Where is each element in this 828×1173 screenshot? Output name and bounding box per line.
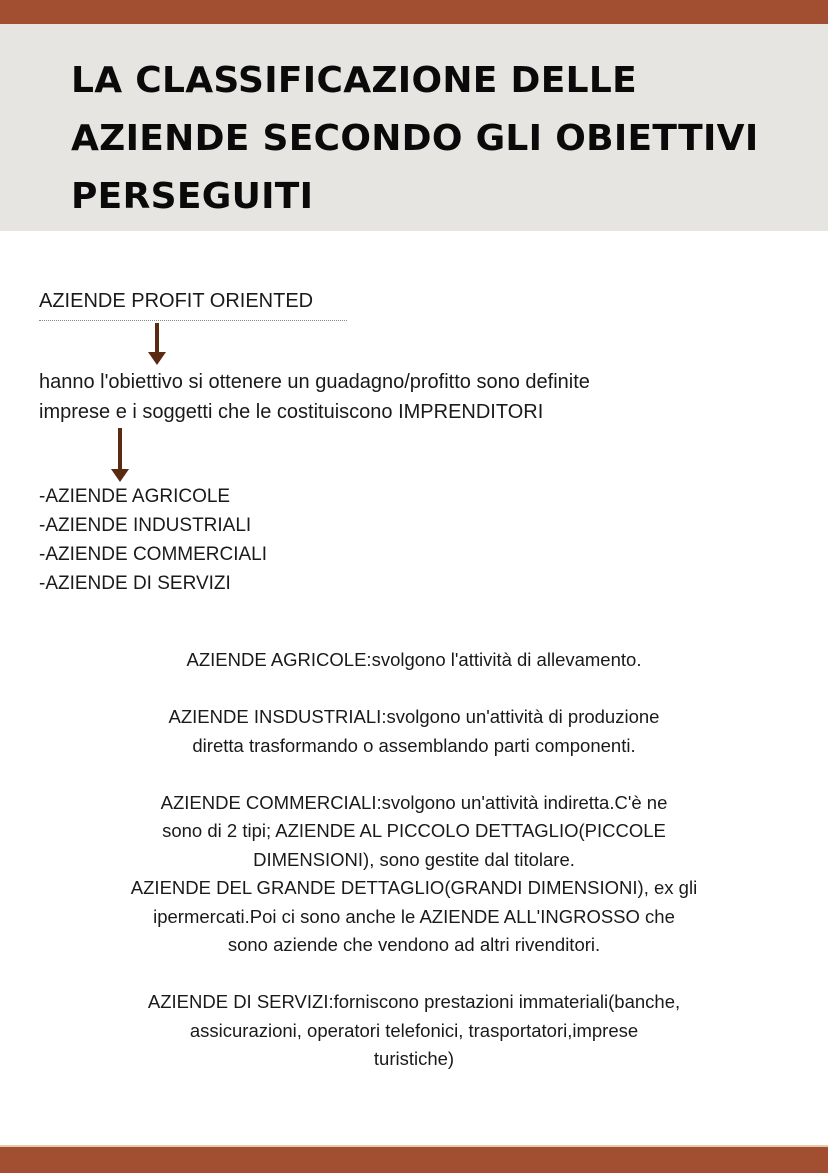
types-list <box>39 482 267 598</box>
detail-line: AZIENDE INSDUSTRIALI:svolgono un'attività di produzione <box>168 706 660 727</box>
detail-line: sono aziende che vendono ad altri rivenditori. <box>227 934 601 955</box>
description-line: hanno l'obiettivo si ottenere un guadagno/profitto sono definite <box>39 371 590 393</box>
top-decorative-band <box>0 0 828 24</box>
detail-line: assicurazioni, operatori telefonici, trasportatori,imprese <box>189 1019 639 1041</box>
detail-servizi <box>90 988 738 1074</box>
description <box>39 367 759 427</box>
detail-agricole <box>90 646 738 675</box>
detail-line: diretta trasformando o assemblando parti componenti. <box>192 734 636 756</box>
detail-line: AZIENDE AGRICOLE:svolgono l'attività di allevamento. <box>186 649 642 670</box>
list-item: -AZIENDE COMMERCIALI <box>39 544 268 565</box>
list-item: -AZIENDE INDUSTRIALI <box>39 515 252 536</box>
detail-line: AZIENDE DI SERVIZI:forniscono prestazioni immateriali(banche, <box>147 991 681 1012</box>
detail-line: sono di 2 tipi; AZIENDE AL PICCOLO DETTAGLIO(PICCOLE <box>162 820 666 841</box>
detail-line: AZIENDE COMMERCIALI:svolgono un'attività indiretta.C'è ne <box>160 791 668 813</box>
detail-line: turistiche) <box>373 1048 455 1069</box>
detail-line: DIMENSIONI), sono gestite dal titolare. <box>253 848 575 870</box>
page-title <box>71 52 811 226</box>
details-section <box>90 646 738 1102</box>
list-item: -AZIENDE AGRICOLE <box>39 486 231 507</box>
bottom-decorative-band <box>0 1145 828 1173</box>
detail-line: AZIENDE DEL GRANDE DETTAGLIO(GRANDI DIMENSIONI), ex gli <box>130 877 698 898</box>
title-line: AZIENDE SECONDO GLI OBIETTIVI <box>71 118 759 159</box>
dotted-underline <box>39 320 347 321</box>
list-item: -AZIENDE DI SERVIZI <box>39 573 231 594</box>
title-line: PERSEGUITI <box>71 176 314 217</box>
detail-industriali <box>90 703 738 760</box>
title-line: LA CLASSIFICAZIONE DELLE <box>71 60 637 101</box>
section-heading: AZIENDE PROFIT ORIENTED <box>39 290 314 312</box>
arrow-down-icon <box>118 428 122 470</box>
description-line: imprese e i soggetti che le costituiscono IMPRENDITORI <box>39 401 544 423</box>
detail-commerciali <box>90 789 738 960</box>
detail-line: ipermercati.Poi ci sono anche le AZIENDE ALL'INGROSSO che <box>153 905 675 927</box>
arrow-down-icon <box>155 323 159 353</box>
